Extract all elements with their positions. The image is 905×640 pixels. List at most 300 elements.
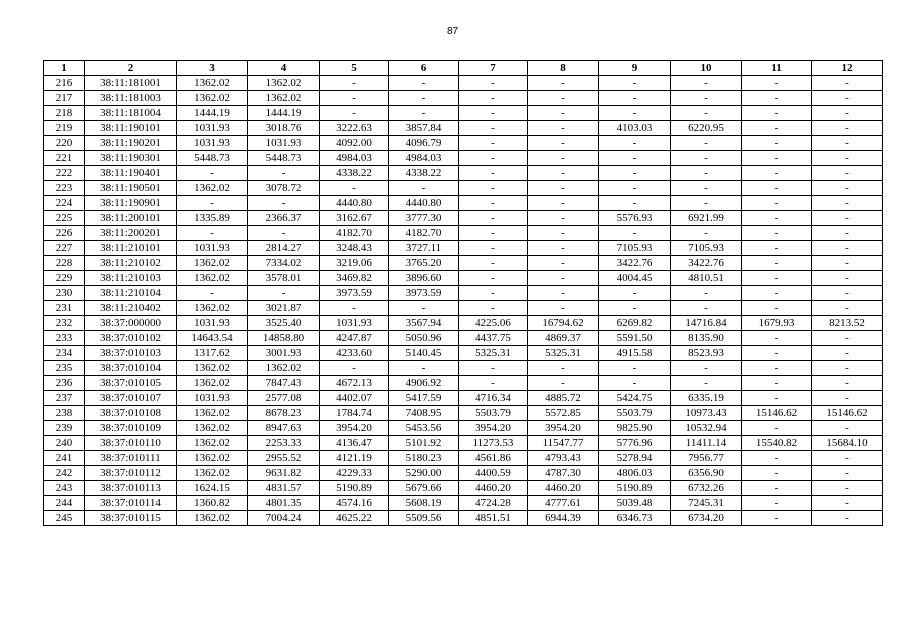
- table-cell: 5448.73: [248, 151, 320, 166]
- column-header: 5: [320, 61, 389, 76]
- table-cell: 5190.89: [599, 481, 671, 496]
- table-cell: -: [812, 181, 883, 196]
- table-cell: -: [459, 166, 528, 181]
- table-cell: 226: [44, 226, 85, 241]
- table-cell: 3162.67: [320, 211, 389, 226]
- table-cell: -: [671, 181, 742, 196]
- table-cell: -: [459, 271, 528, 286]
- column-header: 10: [671, 61, 742, 76]
- table-cell: 242: [44, 466, 85, 481]
- table-cell: 3422.76: [599, 256, 671, 271]
- table-cell: 7105.93: [671, 241, 742, 256]
- table-cell: 1031.93: [177, 121, 248, 136]
- table-cell: 4984.03: [320, 151, 389, 166]
- table-row: [44, 331, 883, 346]
- table-cell: 1362.02: [177, 421, 248, 436]
- table-cell: -: [599, 76, 671, 91]
- table-cell: -: [812, 241, 883, 256]
- table-row: [44, 256, 883, 271]
- table-cell: 1444.19: [248, 106, 320, 121]
- table-cell: -: [742, 151, 812, 166]
- table-cell: -: [812, 106, 883, 121]
- table-cell: 3248.43: [320, 241, 389, 256]
- table-cell: -: [742, 361, 812, 376]
- table-cell: 3018.76: [248, 121, 320, 136]
- table-cell: 7847.43: [248, 376, 320, 391]
- table-cell: 15146.62: [742, 406, 812, 421]
- table-row: [44, 121, 883, 136]
- table-cell: -: [812, 466, 883, 481]
- table-cell: 5180.23: [389, 451, 459, 466]
- table-header-row: [44, 61, 883, 76]
- table-cell: 2366.37: [248, 211, 320, 226]
- table-cell: -: [248, 286, 320, 301]
- table-cell: 225: [44, 211, 85, 226]
- table-cell: 38:11:190301: [85, 151, 177, 166]
- table-row: [44, 496, 883, 511]
- table-cell: -: [742, 301, 812, 316]
- table-cell: 38:37:010104: [85, 361, 177, 376]
- table-cell: 10532.94: [671, 421, 742, 436]
- table-cell: 38:11:190101: [85, 121, 177, 136]
- table-cell: -: [671, 136, 742, 151]
- table-cell: 1031.93: [248, 136, 320, 151]
- table-cell: 1362.02: [177, 451, 248, 466]
- table-cell: 7956.77: [671, 451, 742, 466]
- table-cell: -: [528, 121, 599, 136]
- table-cell: -: [459, 151, 528, 166]
- table-cell: -: [742, 181, 812, 196]
- table-cell: 8947.63: [248, 421, 320, 436]
- page-number: 87: [446, 26, 459, 37]
- table-cell: 38:37:010114: [85, 496, 177, 511]
- table-cell: 1335.89: [177, 211, 248, 226]
- table-cell: -: [742, 466, 812, 481]
- table-cell: -: [248, 166, 320, 181]
- table-cell: 1362.02: [177, 91, 248, 106]
- table-cell: 4574.16: [320, 496, 389, 511]
- table-row: [44, 436, 883, 451]
- table-cell: -: [671, 301, 742, 316]
- table-cell: -: [459, 106, 528, 121]
- table-cell: 5608.19: [389, 496, 459, 511]
- table-cell: 38:11:190901: [85, 196, 177, 211]
- table-cell: 5448.73: [177, 151, 248, 166]
- table-cell: 224: [44, 196, 85, 211]
- table-cell: 38:11:190501: [85, 181, 177, 196]
- table-cell: -: [459, 361, 528, 376]
- table-cell: 5325.31: [528, 346, 599, 361]
- table-cell: 239: [44, 421, 85, 436]
- table-cell: -: [812, 511, 883, 526]
- table-cell: -: [599, 91, 671, 106]
- table-row: [44, 91, 883, 106]
- table-cell: 38:11:190401: [85, 166, 177, 181]
- table-cell: 1362.02: [177, 466, 248, 481]
- table-row: [44, 241, 883, 256]
- table-row: [44, 271, 883, 286]
- table-cell: 219: [44, 121, 85, 136]
- table-cell: -: [320, 301, 389, 316]
- table-cell: 3567.94: [389, 316, 459, 331]
- table-cell: 232: [44, 316, 85, 331]
- table-cell: 8523.93: [671, 346, 742, 361]
- table-cell: -: [459, 136, 528, 151]
- table-row: [44, 136, 883, 151]
- table-cell: -: [459, 91, 528, 106]
- table-cell: 4716.34: [459, 391, 528, 406]
- table-cell: -: [599, 301, 671, 316]
- table-cell: 11411.14: [671, 436, 742, 451]
- table-cell: -: [599, 166, 671, 181]
- table-cell: -: [459, 301, 528, 316]
- table-cell: -: [459, 256, 528, 271]
- table-row: [44, 106, 883, 121]
- table-cell: 3422.76: [671, 256, 742, 271]
- table-cell: 5039.48: [599, 496, 671, 511]
- table-row: [44, 346, 883, 361]
- table-cell: -: [528, 301, 599, 316]
- table-cell: 4724.28: [459, 496, 528, 511]
- table-cell: 1444.19: [177, 106, 248, 121]
- table-cell: 4229.33: [320, 466, 389, 481]
- table-cell: 221: [44, 151, 85, 166]
- column-header: 6: [389, 61, 459, 76]
- table-cell: -: [320, 361, 389, 376]
- table-cell: -: [671, 76, 742, 91]
- table-cell: -: [528, 226, 599, 241]
- table-cell: 4851.51: [459, 511, 528, 526]
- table-cell: 7245.31: [671, 496, 742, 511]
- table-cell: -: [528, 106, 599, 121]
- table-cell: -: [742, 196, 812, 211]
- table-cell: -: [528, 136, 599, 151]
- table-cell: -: [742, 496, 812, 511]
- column-header: 9: [599, 61, 671, 76]
- table-cell: 1031.93: [177, 136, 248, 151]
- table-cell: -: [389, 76, 459, 91]
- table-cell: 240: [44, 436, 85, 451]
- table-cell: -: [812, 451, 883, 466]
- table-cell: 9825.90: [599, 421, 671, 436]
- table-cell: 1624.15: [177, 481, 248, 496]
- table-cell: 1362.02: [177, 256, 248, 271]
- table-cell: -: [742, 211, 812, 226]
- table-cell: -: [599, 376, 671, 391]
- table-cell: 3578.01: [248, 271, 320, 286]
- table-cell: -: [671, 106, 742, 121]
- table-cell: 38:11:210103: [85, 271, 177, 286]
- table-cell: 38:37:010103: [85, 346, 177, 361]
- table-cell: -: [248, 226, 320, 241]
- table-cell: -: [248, 196, 320, 211]
- table-cell: 11273.53: [459, 436, 528, 451]
- table-row: [44, 166, 883, 181]
- table-cell: 222: [44, 166, 85, 181]
- table-cell: 38:11:200101: [85, 211, 177, 226]
- table-cell: 237: [44, 391, 85, 406]
- table-cell: 11547.77: [528, 436, 599, 451]
- table-cell: 4984.03: [389, 151, 459, 166]
- table-cell: 15146.62: [812, 406, 883, 421]
- table-cell: 3954.20: [459, 421, 528, 436]
- column-header: 2: [85, 61, 177, 76]
- table-cell: 3896.60: [389, 271, 459, 286]
- table-cell: 4004.45: [599, 271, 671, 286]
- table-cell: -: [812, 151, 883, 166]
- table-row: [44, 316, 883, 331]
- table-cell: 16794.62: [528, 316, 599, 331]
- table-cell: 1317.62: [177, 346, 248, 361]
- table-cell: -: [459, 181, 528, 196]
- table-cell: 4182.70: [320, 226, 389, 241]
- table-cell: 3954.20: [528, 421, 599, 436]
- table-cell: 3973.59: [389, 286, 459, 301]
- table-cell: 4338.22: [389, 166, 459, 181]
- table-cell: -: [812, 496, 883, 511]
- table-cell: -: [742, 511, 812, 526]
- table-row: [44, 211, 883, 226]
- table-cell: 38:11:200201: [85, 226, 177, 241]
- table-cell: 5417.59: [389, 391, 459, 406]
- table-cell: 243: [44, 481, 85, 496]
- table-cell: -: [812, 346, 883, 361]
- table-cell: 3954.20: [320, 421, 389, 436]
- table-cell: 1679.93: [742, 316, 812, 331]
- table-cell: -: [812, 226, 883, 241]
- table-cell: -: [812, 481, 883, 496]
- table-cell: 38:37:010105: [85, 376, 177, 391]
- table-cell: 6356.90: [671, 466, 742, 481]
- table-cell: 4233.60: [320, 346, 389, 361]
- table-cell: -: [320, 76, 389, 91]
- table-cell: 5190.89: [320, 481, 389, 496]
- table-cell: 38:11:181004: [85, 106, 177, 121]
- table-cell: 4460.20: [528, 481, 599, 496]
- table-cell: -: [599, 196, 671, 211]
- table-cell: -: [742, 91, 812, 106]
- table-row: [44, 361, 883, 376]
- table-cell: 1362.02: [177, 436, 248, 451]
- table-cell: 2253.33: [248, 436, 320, 451]
- table-cell: 4225.06: [459, 316, 528, 331]
- table-cell: -: [459, 241, 528, 256]
- table-cell: -: [459, 376, 528, 391]
- table-cell: 1362.02: [177, 376, 248, 391]
- table-cell: 4121.19: [320, 451, 389, 466]
- table-cell: 6335.19: [671, 391, 742, 406]
- table-cell: 38:37:000000: [85, 316, 177, 331]
- table-row: [44, 196, 883, 211]
- table-cell: -: [742, 241, 812, 256]
- table-cell: 14643.54: [177, 331, 248, 346]
- table-cell: -: [320, 181, 389, 196]
- table-cell: -: [459, 211, 528, 226]
- table-cell: -: [528, 241, 599, 256]
- table-cell: 38:37:010115: [85, 511, 177, 526]
- table-cell: -: [812, 391, 883, 406]
- table-cell: 38:37:010108: [85, 406, 177, 421]
- table-cell: 245: [44, 511, 85, 526]
- table-cell: 5050.96: [389, 331, 459, 346]
- table-cell: 5572.85: [528, 406, 599, 421]
- table-cell: -: [812, 91, 883, 106]
- table-cell: -: [812, 136, 883, 151]
- table-cell: 218: [44, 106, 85, 121]
- table-cell: 223: [44, 181, 85, 196]
- table-cell: 3765.20: [389, 256, 459, 271]
- table-cell: -: [459, 286, 528, 301]
- table-cell: 1362.02: [248, 91, 320, 106]
- table-cell: -: [671, 196, 742, 211]
- table-cell: -: [320, 106, 389, 121]
- table-cell: 5679.66: [389, 481, 459, 496]
- table-cell: -: [742, 106, 812, 121]
- table-cell: 4338.22: [320, 166, 389, 181]
- table-cell: 233: [44, 331, 85, 346]
- table-cell: -: [742, 136, 812, 151]
- table-cell: 4247.87: [320, 331, 389, 346]
- table-cell: 5278.94: [599, 451, 671, 466]
- table-cell: -: [528, 361, 599, 376]
- table-cell: 4402.07: [320, 391, 389, 406]
- table-cell: 3078.72: [248, 181, 320, 196]
- table-cell: 2955.52: [248, 451, 320, 466]
- table-cell: -: [742, 376, 812, 391]
- table-cell: -: [742, 346, 812, 361]
- table-cell: 5453.56: [389, 421, 459, 436]
- table-cell: 1362.02: [177, 511, 248, 526]
- table-cell: 6269.82: [599, 316, 671, 331]
- table-cell: -: [742, 331, 812, 346]
- table-cell: 38:11:210101: [85, 241, 177, 256]
- table-cell: 9631.82: [248, 466, 320, 481]
- table-cell: 38:11:190201: [85, 136, 177, 151]
- table-row: [44, 451, 883, 466]
- table-cell: 3222.63: [320, 121, 389, 136]
- table-cell: 3525.40: [248, 316, 320, 331]
- table-cell: 38:37:010113: [85, 481, 177, 496]
- table-cell: 5424.75: [599, 391, 671, 406]
- table-cell: 15684.10: [812, 436, 883, 451]
- table-cell: -: [742, 166, 812, 181]
- table-cell: 2814.27: [248, 241, 320, 256]
- table-cell: 8213.52: [812, 316, 883, 331]
- table-cell: -: [671, 286, 742, 301]
- table-cell: -: [459, 76, 528, 91]
- table-cell: 14716.84: [671, 316, 742, 331]
- table-cell: 217: [44, 91, 85, 106]
- table-cell: 3219.06: [320, 256, 389, 271]
- table-cell: 1362.02: [248, 361, 320, 376]
- table-cell: -: [528, 286, 599, 301]
- table-cell: -: [812, 361, 883, 376]
- table-cell: 38:37:010107: [85, 391, 177, 406]
- table-cell: 228: [44, 256, 85, 271]
- table-cell: 38:11:210104: [85, 286, 177, 301]
- table-cell: -: [459, 196, 528, 211]
- table-cell: 38:37:010109: [85, 421, 177, 436]
- table-cell: 7334.02: [248, 256, 320, 271]
- table-cell: -: [389, 181, 459, 196]
- table-cell: -: [742, 286, 812, 301]
- table-cell: 38:11:210102: [85, 256, 177, 271]
- table-cell: 3857.84: [389, 121, 459, 136]
- table-cell: 216: [44, 76, 85, 91]
- table-cell: 38:37:010110: [85, 436, 177, 451]
- table-cell: 4437.75: [459, 331, 528, 346]
- table-cell: -: [812, 166, 883, 181]
- table-cell: -: [742, 271, 812, 286]
- table-cell: 5591.50: [599, 331, 671, 346]
- table-cell: 4400.59: [459, 466, 528, 481]
- table-cell: 4625.22: [320, 511, 389, 526]
- table-row: [44, 376, 883, 391]
- table-cell: 6732.26: [671, 481, 742, 496]
- table-cell: -: [812, 271, 883, 286]
- table-cell: -: [528, 151, 599, 166]
- table-cell: -: [742, 226, 812, 241]
- column-header: 7: [459, 61, 528, 76]
- table-cell: 1031.93: [320, 316, 389, 331]
- table-row: [44, 466, 883, 481]
- table-cell: 5140.45: [389, 346, 459, 361]
- table-cell: -: [528, 196, 599, 211]
- table-cell: 8678.23: [248, 406, 320, 421]
- table-cell: -: [671, 151, 742, 166]
- table-cell: -: [599, 286, 671, 301]
- table-cell: 38:37:010111: [85, 451, 177, 466]
- column-header: 8: [528, 61, 599, 76]
- table-cell: 234: [44, 346, 85, 361]
- table-cell: 4672.13: [320, 376, 389, 391]
- table-cell: 4103.03: [599, 121, 671, 136]
- table-cell: 3777.30: [389, 211, 459, 226]
- table-cell: -: [812, 256, 883, 271]
- column-header: 1: [44, 61, 85, 76]
- table-cell: -: [812, 196, 883, 211]
- table-cell: 4806.03: [599, 466, 671, 481]
- table-cell: -: [599, 106, 671, 121]
- table-cell: -: [389, 361, 459, 376]
- table-cell: -: [742, 121, 812, 136]
- table-cell: -: [742, 421, 812, 436]
- table-cell: -: [671, 376, 742, 391]
- table-cell: 220: [44, 136, 85, 151]
- table-cell: 4092.00: [320, 136, 389, 151]
- table-row: [44, 406, 883, 421]
- table-row: [44, 181, 883, 196]
- table-cell: 6944.39: [528, 511, 599, 526]
- table-row: [44, 76, 883, 91]
- table-cell: 4810.51: [671, 271, 742, 286]
- table-cell: 1362.02: [248, 76, 320, 91]
- data-table: [43, 60, 883, 526]
- table-cell: 38:11:210402: [85, 301, 177, 316]
- table-cell: -: [528, 166, 599, 181]
- table-cell: 238: [44, 406, 85, 421]
- table-cell: 1031.93: [177, 316, 248, 331]
- table-cell: 5503.79: [599, 406, 671, 421]
- table-cell: 1360.82: [177, 496, 248, 511]
- table-cell: -: [389, 106, 459, 121]
- table-cell: 1362.02: [177, 361, 248, 376]
- table-cell: -: [812, 421, 883, 436]
- table-cell: 4906.92: [389, 376, 459, 391]
- table-cell: -: [528, 376, 599, 391]
- table-row: [44, 421, 883, 436]
- table-cell: 5101.92: [389, 436, 459, 451]
